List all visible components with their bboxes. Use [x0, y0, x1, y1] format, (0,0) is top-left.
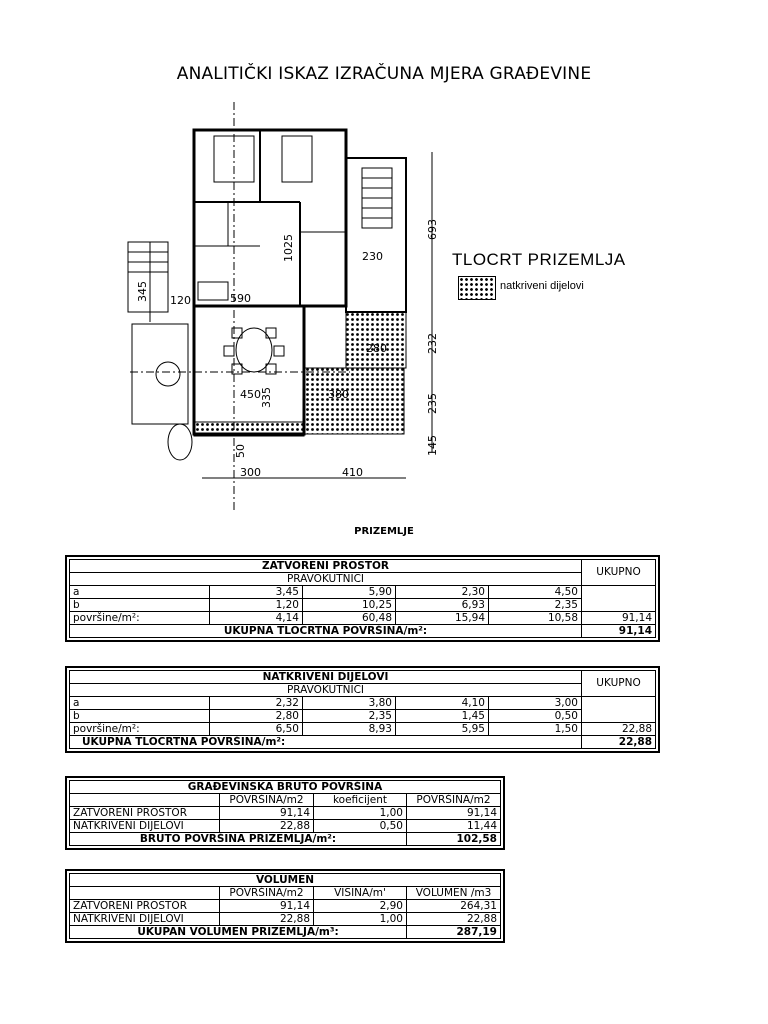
dim-label: 145 — [426, 435, 439, 456]
dim-label: 50 — [234, 444, 247, 458]
table-row — [70, 586, 656, 599]
table-row — [70, 599, 656, 612]
gross-area-table — [65, 776, 505, 850]
cell — [582, 710, 656, 723]
cell — [582, 599, 656, 612]
sum-label: BRUTO POVRŠINA PRIZEMLJA/m²: — [70, 833, 407, 846]
row-label: površine/m²: — [70, 723, 210, 736]
sum-value: 102,58 — [407, 833, 501, 846]
sum-label: UKUPAN VOLUMEN PRIZEMLJA/m³: — [70, 926, 407, 939]
column-header: koeficijent — [314, 794, 407, 807]
column-header — [70, 794, 220, 807]
floor-plan-drawing — [110, 92, 450, 522]
cell: 2,35 — [303, 710, 396, 723]
cell: 91,14 — [407, 807, 501, 820]
cell: 2,32 — [210, 697, 303, 710]
cell: 1,00 — [314, 807, 407, 820]
column-header: POVRŠINA/m2 — [220, 887, 314, 900]
row-label: a — [70, 586, 210, 599]
column-header: POVRŠINA/m2 — [407, 794, 501, 807]
total-header: UKUPNO — [582, 671, 656, 697]
row-label: ZATVORENI PROSTOR — [70, 900, 220, 913]
dim-label: 410 — [342, 466, 363, 479]
table-row — [70, 913, 501, 926]
table-row — [70, 612, 656, 625]
cell: 3,00 — [489, 697, 582, 710]
cell: 22,88 — [582, 723, 656, 736]
row-label: a — [70, 697, 210, 710]
cell: 8,93 — [303, 723, 396, 736]
cell: 22,88 — [220, 913, 314, 926]
cell — [582, 697, 656, 710]
table-subtitle: PRAVOKUTNICI — [70, 684, 582, 697]
column-header — [70, 887, 220, 900]
column-header: VOLUMEN /m3 — [407, 887, 501, 900]
cell: 4,14 — [210, 612, 303, 625]
row-label: NATKRIVENI DIJELOVI — [70, 913, 220, 926]
dim-label: 232 — [426, 333, 439, 354]
cell: 15,94 — [396, 612, 489, 625]
table-subtitle: PRAVOKUTNICI — [70, 573, 582, 586]
dim-label: 230 — [362, 250, 383, 263]
cell: 60,48 — [303, 612, 396, 625]
covered-parts-table — [65, 666, 660, 753]
closed-space-table — [65, 555, 660, 642]
dim-label: 335 — [260, 387, 273, 408]
cell: 3,80 — [303, 697, 396, 710]
cell: 4,10 — [396, 697, 489, 710]
cell: 0,50 — [314, 820, 407, 833]
dim-label: 280 — [366, 342, 387, 355]
cell: 264,31 — [407, 900, 501, 913]
dim-label: 235 — [426, 393, 439, 414]
table-title: VOLUMEN — [70, 874, 501, 887]
sum-label: UKUPNA TLOCRTNA POVRŠINA/m²: — [70, 736, 582, 749]
cell: 11,44 — [407, 820, 501, 833]
row-label: površine/m²: — [70, 612, 210, 625]
cell: 22,88 — [407, 913, 501, 926]
row-label: b — [70, 710, 210, 723]
cell: 91,14 — [220, 807, 314, 820]
cell: 0,50 — [489, 710, 582, 723]
cell: 10,25 — [303, 599, 396, 612]
cell: 3,45 — [210, 586, 303, 599]
table-row — [70, 820, 501, 833]
dim-label: 450 — [240, 388, 261, 401]
table-row — [70, 807, 501, 820]
cell: 2,90 — [314, 900, 407, 913]
sum-value: 91,14 — [582, 625, 656, 638]
dim-label: 120 — [170, 294, 191, 307]
table-row — [70, 900, 501, 913]
row-label: b — [70, 599, 210, 612]
cell: 2,35 — [489, 599, 582, 612]
total-header: UKUPNO — [582, 560, 656, 586]
cell: 91,14 — [220, 900, 314, 913]
cell: 1,50 — [489, 723, 582, 736]
table-title: NATKRIVENI DIJELOVI — [70, 671, 582, 684]
cell: 91,14 — [582, 612, 656, 625]
cell: 5,95 — [396, 723, 489, 736]
column-header: POVRŠINA/m2 — [220, 794, 314, 807]
table-title: ZATVORENI PROSTOR — [70, 560, 582, 573]
column-header: VISINA/m' — [314, 887, 407, 900]
dim-label: 693 — [426, 219, 439, 240]
table-row — [70, 710, 656, 723]
plan-label: TLOCRT PRIZEMLJA — [452, 250, 626, 269]
cell: 6,50 — [210, 723, 303, 736]
table-title: GRAĐEVINSKA BRUTO POVRŠINA — [70, 781, 501, 794]
cell: 5,90 — [303, 586, 396, 599]
table-row — [70, 697, 656, 710]
cell: 1,00 — [314, 913, 407, 926]
volume-table — [65, 869, 505, 943]
cell: 2,80 — [210, 710, 303, 723]
sum-value: 22,88 — [582, 736, 656, 749]
section-title: PRIZEMLJE — [354, 526, 414, 537]
dim-label: 345 — [136, 281, 149, 302]
dim-label: 1025 — [282, 234, 295, 262]
sum-label: UKUPNA TLOCRTNA POVRŠINA/m²: — [70, 625, 582, 638]
dim-label: 380 — [328, 388, 349, 401]
cell: 4,50 — [489, 586, 582, 599]
cell: 2,30 — [396, 586, 489, 599]
cell: 1,20 — [210, 599, 303, 612]
table-row — [70, 723, 656, 736]
cell — [582, 586, 656, 599]
dim-label: 590 — [230, 292, 251, 305]
row-label: NATKRIVENI DIJELOVI — [70, 820, 220, 833]
cell: 10,58 — [489, 612, 582, 625]
row-label: ZATVORENI PROSTOR — [70, 807, 220, 820]
sum-value: 287,19 — [407, 926, 501, 939]
legend-text: natkriveni dijelovi — [500, 280, 584, 292]
legend-swatch — [458, 276, 496, 300]
cell: 1,45 — [396, 710, 489, 723]
cell: 6,93 — [396, 599, 489, 612]
page-title: ANALITIČKI ISKAZ IZRAČUNA MJERA GRAĐEVINE — [176, 64, 592, 84]
dim-label: 300 — [240, 466, 261, 479]
cell: 22,88 — [220, 820, 314, 833]
